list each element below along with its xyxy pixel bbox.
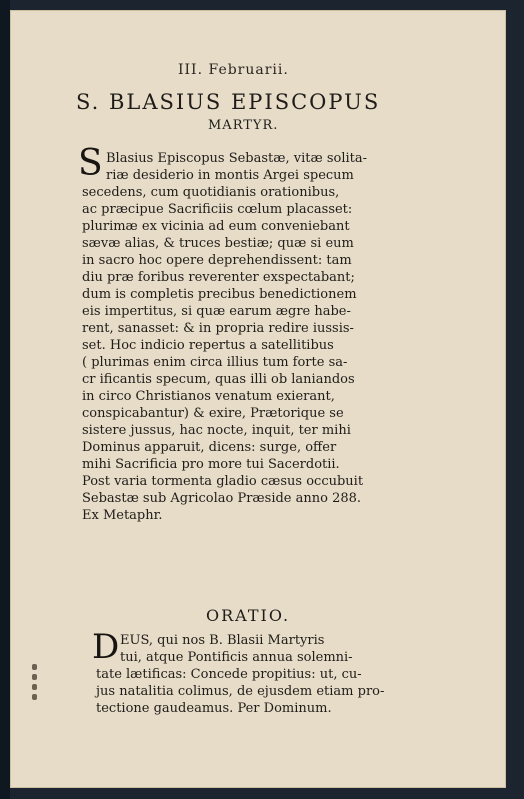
lectio-line: set. Hoc indicio repertus a satellitibus (82, 338, 334, 353)
lectio-line: sævæ alias, & truces bestiæ; quæ si eum (82, 236, 354, 251)
lectio-line: plurimæ ex vicinia ad eum conveniebant (82, 219, 350, 234)
lectio-line: conspicabantur) & exire, Prætorique se (82, 406, 344, 421)
lectio-line: ( plurimas enim circa illius tum forte sa- (82, 355, 348, 370)
lectio-line: mihi Sacrificia pro more tui Sacerdotii. (82, 457, 340, 472)
margin-stain (32, 660, 46, 720)
lectio-line: eis impertitus, si quæ earum ægre habe- (82, 304, 351, 319)
background-edge (0, 0, 10, 799)
lectio-line: Blasius Episcopus Sebastæ, vitæ solita- (106, 151, 368, 166)
oratio-line: EUS, qui nos B. Blasii Martyris (120, 633, 325, 648)
lectio-line: diu præ foribus reverenter exspectabant; (82, 270, 355, 285)
lectio-dropcap: S (78, 143, 103, 184)
lectio-line: rent, sanasset: & in propria redire iussis- (82, 321, 354, 336)
lectio-line: in circo Christianos venatum exierant, (82, 389, 335, 404)
date-header: III. Februarii. (178, 62, 289, 78)
lectio-line: secedens, cum quotidianis orationibus, (82, 185, 340, 200)
lectio-line: cr ificantis specum, quas illi ob laniandos (82, 372, 355, 387)
oratio-line: tate lætificas: Concede propitius: ut, cu- (96, 667, 362, 682)
oratio-text (96, 632, 456, 717)
lectio-text (82, 150, 452, 524)
stain-mark (32, 664, 37, 670)
oratio-line: tectione gaudeamus. Per Dominum. (96, 701, 332, 716)
saint-title: S. BLASIUS EPISCOPUS (76, 90, 381, 114)
oratio-title: ORATIO. (206, 606, 291, 625)
saint-subtitle: MARTYR. (208, 118, 279, 133)
lectio-line: in sacro hoc opere deprehendissent: tam (82, 253, 352, 268)
lectio-line: Sebastæ sub Agricolao Præside anno 288. (82, 491, 362, 506)
oratio-line: jus natalitia colimus, de ejusdem etiam pro- (96, 684, 385, 699)
lectio-line: dum is completis precibus benedictionem (82, 287, 357, 302)
lectio-line: sistere jussus, hac nocte, inquit, ter mihi (82, 423, 351, 438)
oratio-line: tui, atque Pontificis annua solemni- (120, 650, 353, 665)
oratio-dropcap: D (92, 627, 120, 667)
stain-mark (32, 684, 37, 690)
lectio-line: Dominus apparuit, dicens: surge, offer (82, 440, 337, 455)
stain-mark (32, 674, 37, 680)
lectio-line: riæ desiderio in montis Argei specum (106, 168, 354, 183)
stain-mark (32, 694, 37, 700)
lectio-line: Post varia tormenta gladio cæsus occubuit (82, 474, 364, 489)
lectio-source: Ex Metaphr. (82, 508, 163, 523)
lectio-line: ac præcipue Sacrificiis cœlum placasset: (82, 202, 353, 217)
